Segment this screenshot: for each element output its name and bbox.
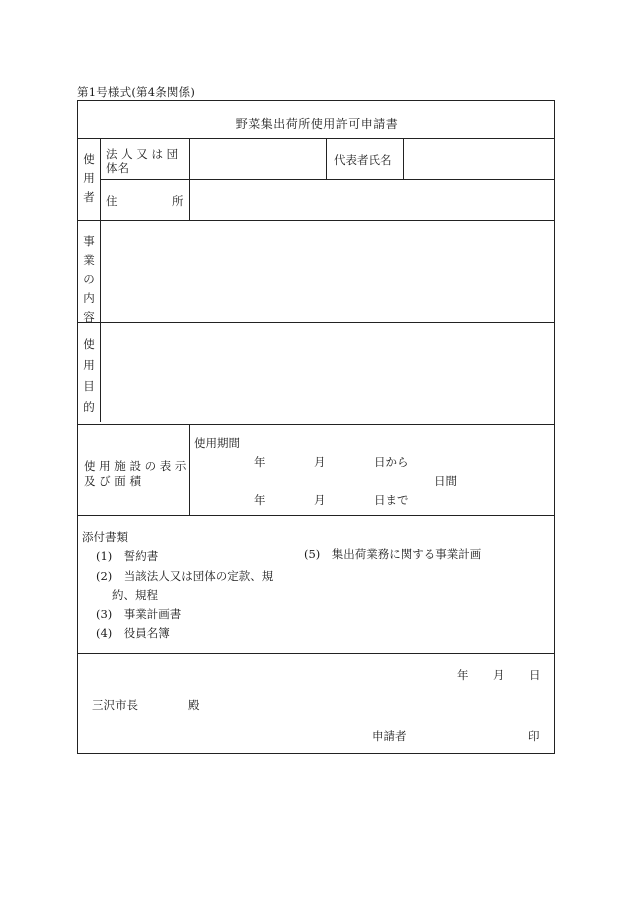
from-month: 月 [314, 455, 326, 469]
rule-facility [78, 515, 554, 516]
business-content-label: 事 業 の 内 容 [83, 234, 95, 324]
rule-purpose [78, 424, 554, 425]
application-form [77, 100, 555, 754]
corporation-label-line1: 法 人 又 は 団 [106, 147, 179, 161]
rule-corporation [190, 179, 554, 180]
attachment-item-5: (5) 集出荷業務に関する事業計画 [304, 547, 482, 561]
use-period-label: 使用期間 [194, 436, 240, 450]
rule-title [78, 138, 554, 139]
attachment-item-3: (3) 事業計画書 [96, 607, 182, 621]
form-number: 第1号様式(第4条関係) [77, 85, 196, 99]
applicant-label: 申請者 [372, 729, 407, 743]
from-year: 年 [254, 455, 266, 469]
address-label-b: 所 [172, 194, 184, 208]
facility-label-line2: 及 び 面 積 [84, 474, 141, 488]
attachment-item-2: (2) 当該法人又は団体の定款、規 [96, 569, 274, 583]
attachment-item-4: (4) 役員名簿 [96, 626, 170, 640]
addressee: 三沢市長 [92, 698, 138, 712]
corporation-label-line2: 体名 [106, 161, 129, 175]
rule-business [78, 322, 554, 323]
rule-representative-left [326, 138, 327, 179]
rule-facility-label-column [189, 424, 190, 515]
purpose-label: 使 用 目 的 [83, 337, 95, 414]
honorific: 殿 [188, 698, 200, 712]
user-vertical-label: 使 用 者 [83, 152, 95, 204]
rule-user-label-column [189, 138, 190, 220]
address-label-a: 住 [106, 194, 118, 208]
until-month: 月 [314, 493, 326, 507]
footer-year: 年 [457, 668, 469, 682]
from-day: 日から [374, 455, 409, 469]
rule-representative-right [403, 138, 404, 179]
rule-corporation-label [100, 179, 190, 180]
form-title: 野菜集出荷所使用許可申請書 [235, 117, 399, 131]
rule-label-column [100, 138, 101, 422]
attachment-item-2-cont: 約、規程 [112, 588, 158, 602]
rule-attachments [78, 653, 554, 654]
until-year: 年 [254, 493, 266, 507]
footer-day: 日 [529, 668, 541, 682]
attachments-heading: 添付書類 [82, 530, 128, 544]
footer-month: 月 [493, 668, 505, 682]
representative-label: 代表者氏名 [334, 153, 392, 167]
attachment-item-1: (1) 誓約書 [96, 549, 159, 563]
facility-label-line1: 使 用 施 設 の 表 示 [84, 459, 187, 473]
seal-mark: 印 [528, 729, 540, 743]
until-day: 日まで [374, 493, 409, 507]
rule-user [78, 220, 554, 221]
duration-days: 日間 [434, 474, 457, 488]
